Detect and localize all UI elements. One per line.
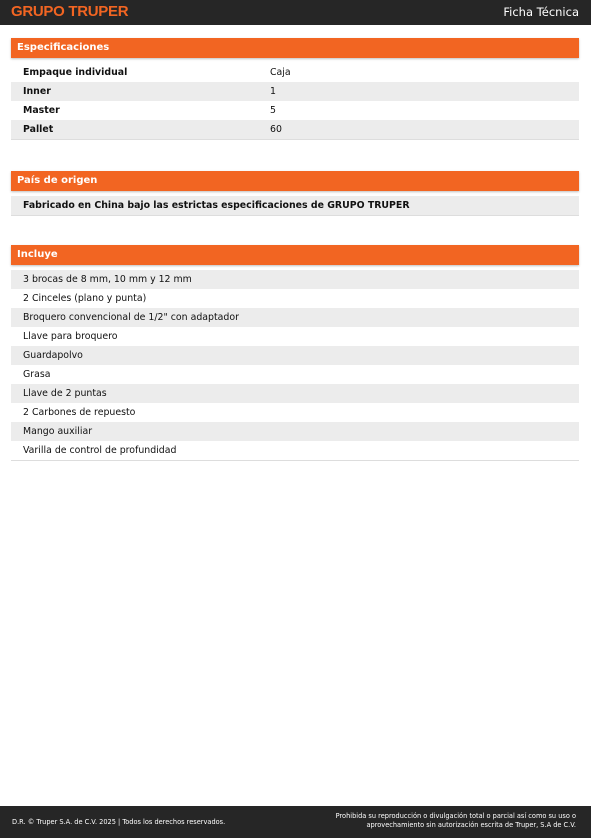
list-item-text: Guardapolvo (23, 350, 83, 361)
list-item (11, 365, 579, 384)
list-item (11, 327, 579, 346)
list-item-text: Llave de 2 puntas (23, 388, 107, 399)
footer (0, 806, 591, 838)
list-item-text: Varilla de control de profundidad (23, 445, 177, 456)
list-item-text: 3 brocas de 8 mm, 10 mm y 12 mm (23, 274, 192, 285)
specs-header: Especificaciones (11, 38, 579, 58)
origin-section (11, 171, 579, 216)
spec-value: 1 (270, 86, 276, 97)
list-item (11, 270, 579, 289)
list-item-text: 2 Carbones de repuesto (23, 407, 136, 418)
spec-label: Master (23, 105, 60, 116)
spec-row (11, 63, 579, 82)
specs-section (11, 38, 579, 140)
legal-notice-line: aprovechamiento sin autorización escrita de Truper, S.A de C.V. (366, 821, 576, 829)
specs-table (11, 63, 579, 140)
origin-text: Fabricado en China bajo las estrictas especificaciones de GRUPO TRUPER (23, 200, 410, 211)
list-item (11, 346, 579, 365)
origin-row (11, 196, 579, 216)
list-item (11, 441, 579, 461)
spec-value: 60 (270, 124, 282, 135)
list-item (11, 308, 579, 327)
spec-row (11, 120, 579, 140)
includes-header: Incluye (11, 245, 579, 265)
list-item (11, 289, 579, 308)
legal-notice-line: Prohibida su reproducción o divulgación total o parcial así como su uso o (335, 812, 576, 820)
list-item (11, 403, 579, 422)
list-item (11, 384, 579, 403)
list-item-text: Broquero convencional de 1/2" con adaptador (23, 312, 239, 323)
list-item-text: Grasa (23, 369, 51, 380)
includes-section (11, 245, 579, 461)
origin-table (11, 196, 579, 216)
list-item-text: Llave para broquero (23, 331, 118, 342)
origin-header: País de origen (11, 171, 579, 191)
spec-row (11, 101, 579, 120)
copyright-text: D.R. © Truper S.A. de C.V. 2025 | Todos los derechos reservados. (12, 818, 226, 826)
spec-value: Caja (270, 67, 291, 78)
top-bar (0, 0, 591, 25)
document-title: Ficha Técnica (503, 5, 579, 19)
spec-label: Pallet (23, 124, 54, 135)
spec-value: 5 (270, 105, 276, 116)
list-item-text: 2 Cinceles (plano y punta) (23, 293, 147, 304)
spec-label: Empaque individual (23, 67, 128, 78)
legal-notice (336, 812, 576, 830)
includes-list (11, 270, 579, 461)
brand-logo: GRUPO TRUPER (11, 3, 129, 20)
spec-row (11, 82, 579, 101)
list-item-text: Mango auxiliar (23, 426, 93, 437)
list-item (11, 422, 579, 441)
spec-label: Inner (23, 86, 51, 97)
